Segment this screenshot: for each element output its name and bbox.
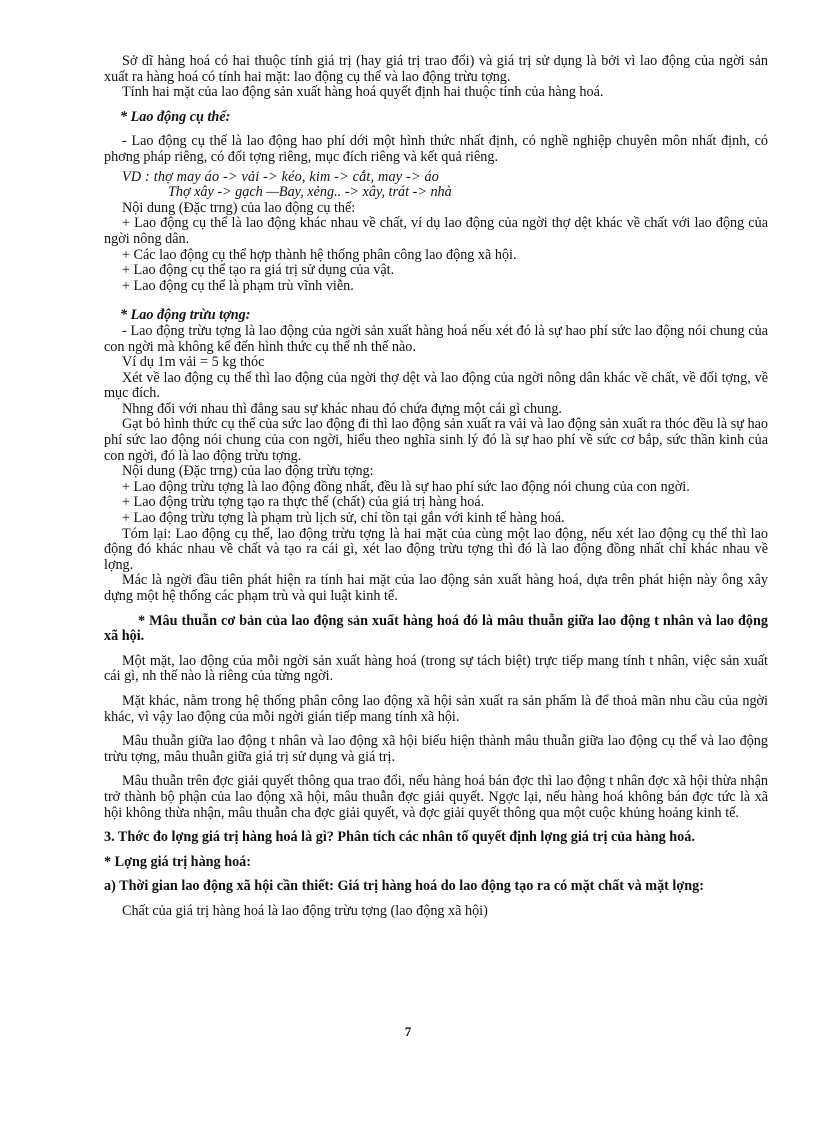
section-heading: * Lao động cụ thể:: [120, 108, 231, 125]
paragraph: Xét về lao động cụ thể thì lao động của ngời thợ dệt và lao động của ngời nông dân khác về chất, về đối tợng, về mục đích.: [104, 369, 768, 402]
bullet-item: + Lao động cụ thể là lao động khác nhau về chất, ví dụ lao động của ngời thợ dệt khác về chất với lao động của ngời nông dân.: [104, 215, 768, 247]
section-heading: * Mâu thuẫn cơ bản của lao động sản xuất hàng hoá đó là mâu thuẫn giữa lao động t nhân và lao động xã hội.: [104, 612, 768, 645]
paragraph: Nội dung (Đặc trng) của lao động trừu tợng:: [122, 463, 374, 480]
paragraph: Ví dụ 1m vải = 5 kg thóc: [122, 354, 265, 371]
example-line: Thợ xây -> gạch —Bay, xẻng.. -> xây, trát -> nhà: [168, 184, 452, 201]
paragraph: Tính hai mặt của lao động sản xuất hàng hoá quyết định hai thuộc tính của hàng hoá.: [122, 84, 604, 101]
paragraph: Mâu thuẫn giữa lao động t nhân và lao động xã hội biểu hiện thành mâu thuẫn giữa lao động cụ thể và lao động trừu tợng, mâu thuẫn giữa giá trị sử dụng và giá trị.: [104, 733, 768, 765]
paragraph: Mác là ngời đầu tiên phát hiện ra tính hai mặt của lao động sản xuất hàng hoá, dựa trên phát hiện này ông xây dựng một hệ thống các phạm trù và qui luật kinh tế.: [104, 572, 768, 604]
example-line: VD : thợ may áo -> vải -> kéo, kim -> cắt, may -> áo: [122, 168, 440, 185]
paragraph: Nhng đổi với nhau thì đẳng sau sự khác nhau đó chứa đựng một cái gì chung.: [122, 400, 562, 417]
page-number: 7: [404, 1024, 412, 1039]
paragraph: Mâu thuẫn trên đợc giải quyết thông qua trao đổi, nếu hàng hoá bán đợc thì lao động t nhân đợc xã hội thừa nhận trở thành bộ phận của lao động xã hội, mâu thuẫn đợc giải quyết. Ngợc lại, nếu hàng hoá không bán đợc tức là xã hội không thừa nhận, mâu thuẫn cha đợc giải quyết, và đợc giải quyết thông qua một cuộc khủng hoảng kinh tế.: [104, 773, 768, 821]
section-heading: * Lao động trừu tợng:: [120, 307, 251, 324]
bullet-item: + Lao động cụ thể tạo ra giá trị sử dụng của vật.: [122, 262, 395, 279]
paragraph: Gạt bỏ hình thức cụ thể của sức lao động đi thì lao động sản xuất ra vải và lao động sản xuất ra thóc đều là sự hao phí sức lao động nói chung của con ngời, hiểu theo nghĩa sinh lý đó là sự hao phí về sức cơ bắp, sức thần kinh của con ngời, đó là lao động trừu tợng.: [104, 416, 768, 464]
paragraph: - Lao động cụ thể là lao động hao phí dới một hình thức nhất định, có nghề nghiệp chuyên môn nhất định, có phơng pháp riêng, có đối tợng riêng, mục đích riêng và kết quả riêng.: [104, 133, 768, 165]
paragraph: Tóm lại: Lao động cụ thể, lao động trừu tợng là hai mặt của cùng một lao động, nếu xét lao động cụ thể thì lao động đó khác nhau về chất và tạo ra cái gì, xét lao động trừu tợng thì đó là lao động đồng nhất chỉ khác nhau về lợng.: [104, 525, 768, 573]
paragraph: Chất của giá trị hàng hoá là lao động trừu tợng (lao động xã hội): [122, 902, 488, 919]
paragraph: - Lao động trừu tợng là lao động của ngời sản xuất hàng hoá nếu xét đó là sự hao phí sức lao động nói chung của con ngời mà không kể đến hình thức cụ thể nh thế nào.: [104, 322, 768, 355]
section-heading: * Lợng giá trị hàng hoá:: [104, 853, 251, 870]
paragraph: Sở dĩ hàng hoá có hai thuộc tính giá trị (hay giá trị trao đổi) và giá trị sử dụng là bởi vì lao động của ngời sản xuất ra hàng hoá có tính hai mặt: lao động cụ thể và lao động trừu tợng.: [104, 53, 768, 85]
bullet-item: + Lao động trừu tợng là lao động đồng nhất, đều là sự hao phí sức lao động nói chung của con ngời.: [122, 478, 690, 495]
subsection-heading: a) Thời gian lao động xã hội cần thiết: Giá trị hàng hoá do lao động tạo ra có mặt chất và mặt lợng:: [104, 878, 704, 895]
bullet-item: + Lao động cụ thể là phạm trù vĩnh viễn.: [122, 277, 354, 294]
paragraph: Mặt khác, nằm trong hệ thống phân công lao động xã hội sản xuất ra sản phẩm là để thoả mãn nhu cầu của ngời khác, vì vậy lao động của mỗi ngời gián tiếp mang tính xã hội.: [104, 692, 768, 725]
paragraph: Một mặt, lao động của mỗi ngời sản xuất hàng hoá (trong sự tách biệt) trực tiếp mang tính t nhân, việc sản xuất cái gì, nh thế nào là riêng của từng ngời.: [104, 652, 768, 685]
bullet-item: + Các lao động cụ thể hợp thành hệ thống phân công lao động xã hội.: [122, 246, 517, 263]
paragraph: Nội dung (Đặc trng) của lao động cụ thể:: [122, 199, 356, 216]
document-page: [104, 54, 768, 920]
question-heading: 3. Thớc đo lợng giá trị hàng hoá là gì? Phân tích các nhân tố quyết định lợng giá trị của hàng hoá.: [104, 829, 695, 846]
bullet-item: + Lao động trừu tợng là phạm trù lịch sử, chỉ tồn tại gắn với kinh tế hàng hoá.: [122, 510, 565, 527]
bullet-item: + Lao động trừu tợng tạo ra thực thể (chất) của giá trị hàng hoá.: [122, 494, 485, 511]
